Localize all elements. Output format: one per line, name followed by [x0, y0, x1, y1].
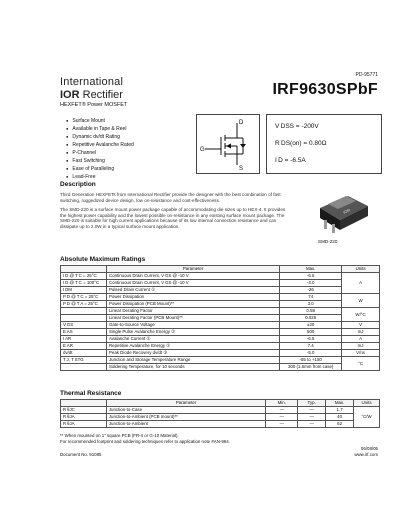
- symbol-cell: [61, 364, 107, 371]
- symbol-cell: dv/dt: [61, 350, 107, 357]
- table-row: [61, 343, 380, 350]
- header-cell: Max.: [280, 266, 342, 273]
- symbol-cell: [61, 315, 107, 322]
- parameter-cell: Repetitive Avalanche Energy ①: [106, 343, 279, 350]
- typ-cell: —: [298, 414, 326, 421]
- table-row: [61, 364, 380, 371]
- unit-cell: mJ: [342, 343, 380, 350]
- smd220-package-image: [306, 186, 376, 240]
- value-cell: 0.025: [280, 315, 342, 322]
- value-cell: -6.5: [280, 273, 342, 280]
- table-row: [61, 273, 380, 280]
- header-cell: Typ.: [298, 400, 326, 407]
- parameter-cell: Single Pulse Avalanche Energy ②: [106, 329, 279, 336]
- parameter-cell: Power Dissipation: [106, 294, 279, 301]
- parameter-cell: Continuous Drain Current, V GS @ -10 V: [106, 273, 279, 280]
- unit-cell: °C/W: [354, 407, 380, 428]
- feature-item: ● Repetitive Avalanche Rated: [66, 141, 134, 149]
- key-specs-box: [266, 114, 382, 174]
- product-type: HEXFET® Power MOSFET: [60, 102, 128, 108]
- footer-date-site: [354, 446, 378, 458]
- ior-logo-mark: IOR: [60, 89, 80, 101]
- value-cell: -6.5: [280, 336, 342, 343]
- header-cell: Parameter: [106, 266, 279, 273]
- company-logo-rectifier: [60, 89, 123, 101]
- parameter-cell: Power Dissipation (PCB Mount)**: [106, 301, 279, 308]
- parameter-cell: Soldering Temperature, for 10 seconds: [106, 364, 279, 371]
- parameter-cell: Gate-to-Source Voltage: [106, 322, 279, 329]
- symbol-cell: P D @ T A = 25°C: [61, 301, 107, 308]
- table-row: [61, 287, 380, 294]
- description-text: [60, 192, 290, 234]
- table-row: [61, 336, 380, 343]
- table-row: [61, 407, 380, 414]
- max-cell: 40: [326, 414, 354, 421]
- pd-number: PD-95771: [355, 72, 378, 78]
- table-row: [61, 322, 380, 329]
- header-cell: Parameter: [106, 400, 266, 407]
- symbol-cell: T J, T STG: [61, 357, 107, 364]
- revision-date: 06/08/05: [360, 446, 378, 451]
- feature-item: ● Dynamic dv/dt Rating: [66, 133, 134, 141]
- rectifier-text: Rectifier: [79, 89, 123, 101]
- unit-cell: V/ns: [342, 350, 380, 357]
- value-cell: 500: [280, 329, 342, 336]
- abs-max-table: [60, 265, 380, 371]
- value-cell: 74: [280, 294, 342, 301]
- max-cell: 1.7: [326, 407, 354, 414]
- value-cell: 7.4: [280, 343, 342, 350]
- parameter-cell: Junction and Storage Temperature Range: [106, 357, 279, 364]
- document-number: Document No. 91085: [60, 452, 102, 457]
- symbol-cell: I D @ T C = 25°C: [61, 273, 107, 280]
- parameter-cell: Linear Derating Factor (PCB Mount)**: [106, 315, 279, 322]
- symbol-cell: R θJA: [61, 414, 107, 421]
- value-cell: 3.0: [280, 301, 342, 308]
- company-logo-name: International: [60, 76, 124, 88]
- thermal-table: [60, 399, 380, 428]
- parameter-cell: Junction-to-Case: [106, 407, 266, 414]
- description-paragraph: Third Generation HEXFETs from International Rectifier provide the designer with the best combination of fast switching, ruggedized device design, low on-resistance and cost-effectiveness.: [60, 192, 281, 203]
- unit-cell: A: [342, 273, 380, 294]
- unit-cell: W/°C: [342, 308, 380, 322]
- symbol-cell: P D @ T C = 25°C: [61, 294, 107, 301]
- unit-cell: °C: [342, 357, 380, 371]
- max-cell: 62: [326, 421, 354, 428]
- footnote: ** When mounted on 1" square PCB (FR-4 or G-10 Material).: [60, 433, 179, 438]
- value-cell: 300 (1.6mm from case): [280, 364, 342, 371]
- typ-cell: —: [298, 407, 326, 414]
- parameter-cell: Pulsed Drain Current ①: [106, 287, 279, 294]
- parameter-cell: Avalanche Current ①: [106, 336, 279, 343]
- typ-cell: —: [298, 421, 326, 428]
- description-paragraph: The SMD-220 is a surface mount power package capable of accommodating die sizes up to HEX-4. It provides the highest power capability and the lowest possible on-resistance in any existing surface mount package. The SMD-220 is suitable for high current applications because of its low internal connection resistance and can dissipate up to 2.0W in a typical surface mount application.: [60, 207, 286, 229]
- table-row: [61, 308, 380, 315]
- abs-max-title: Absolute Maximum Ratings: [60, 256, 146, 263]
- table-row: [61, 329, 380, 336]
- unit-cell: W: [342, 294, 380, 308]
- value-cell: -26: [280, 287, 342, 294]
- symbol-cell: I AR: [61, 336, 107, 343]
- feature-item: ● Surface Mount: [66, 117, 134, 125]
- value-cell: ±20: [280, 322, 342, 329]
- drain-label: D: [239, 120, 244, 126]
- unit-cell: V: [342, 322, 380, 329]
- symbol-cell: R θJA: [61, 421, 107, 428]
- header-cell: Units: [342, 266, 380, 273]
- min-cell: —: [266, 421, 298, 428]
- table-header-row: [61, 400, 380, 407]
- min-cell: —: [266, 407, 298, 414]
- parameter-cell: Peak Diode Recovery dv/dt ③: [106, 350, 279, 357]
- header-cell: [61, 400, 107, 407]
- value-cell: -55 to +150: [280, 357, 342, 364]
- value-cell: 0.59: [280, 308, 342, 315]
- feature-item: ● Fast Switching: [66, 157, 134, 165]
- rds-on-spec: R DS(on) = 0.80Ω: [275, 140, 327, 147]
- parameter-cell: Linear Derating Factor: [106, 308, 279, 315]
- table-row: [61, 294, 380, 301]
- feature-item: ● Ease of Paralleling: [66, 165, 134, 173]
- symbol-cell: E AR: [61, 343, 107, 350]
- table-row: [61, 280, 380, 287]
- symbol-cell: I D @ T C = 100°C: [61, 280, 107, 287]
- part-number: IRF9630SPbF: [272, 81, 378, 98]
- symbol-cell: R θJC: [61, 407, 107, 414]
- feature-item: ● Lead-Free: [66, 173, 134, 181]
- svg-text:IOR: IOR: [342, 207, 351, 215]
- symbol-cell: V GS: [61, 322, 107, 329]
- footnote: For recommended footprint and soldering techniques refer to application note #AN-994.: [60, 439, 230, 444]
- parameter-cell: Junction-to-Ambient (PCB mount)**: [106, 414, 266, 421]
- value-cell: -5.0: [280, 350, 342, 357]
- features-list: [66, 117, 134, 181]
- min-cell: —: [266, 414, 298, 421]
- symbol-cell: E AS: [61, 329, 107, 336]
- table-row: [61, 315, 380, 322]
- header-cell: Max.: [326, 400, 354, 407]
- feature-item: ● P-Channel: [66, 149, 134, 157]
- header-cell: Units: [354, 400, 380, 407]
- mosfet-symbol-box: [196, 114, 260, 174]
- source-label: S: [239, 166, 244, 172]
- feature-item: ● Available in Tape & Reel: [66, 125, 134, 133]
- footnotes: [60, 433, 230, 445]
- table-row: [61, 421, 380, 428]
- gate-label: G: [200, 147, 205, 153]
- unit-cell: mJ: [342, 329, 380, 336]
- unit-cell: A: [342, 336, 380, 343]
- header-cell: Min.: [266, 400, 298, 407]
- id-spec: I D = -6.5A: [275, 157, 306, 164]
- table-row: [61, 414, 380, 421]
- header-cell: [61, 266, 107, 273]
- table-row: [61, 301, 380, 308]
- mosfet-symbol-icon: [197, 115, 259, 173]
- website-link[interactable]: www.irf.com: [354, 452, 378, 457]
- table-header-row: [61, 266, 380, 273]
- vdss-spec: V DSS = -200V: [275, 123, 319, 130]
- table-row: [61, 350, 380, 357]
- symbol-cell: [61, 308, 107, 315]
- parameter-cell: Continuous Drain Current, V GS @ -10 V: [106, 280, 279, 287]
- package-label: SMD-220: [318, 239, 338, 244]
- symbol-cell: I DM: [61, 287, 107, 294]
- description-title: Description: [60, 181, 96, 188]
- thermal-title: Thermal Resistance: [60, 390, 122, 397]
- value-cell: -4.0: [280, 280, 342, 287]
- parameter-cell: Junction-to-Ambient: [106, 421, 266, 428]
- table-row: [61, 357, 380, 364]
